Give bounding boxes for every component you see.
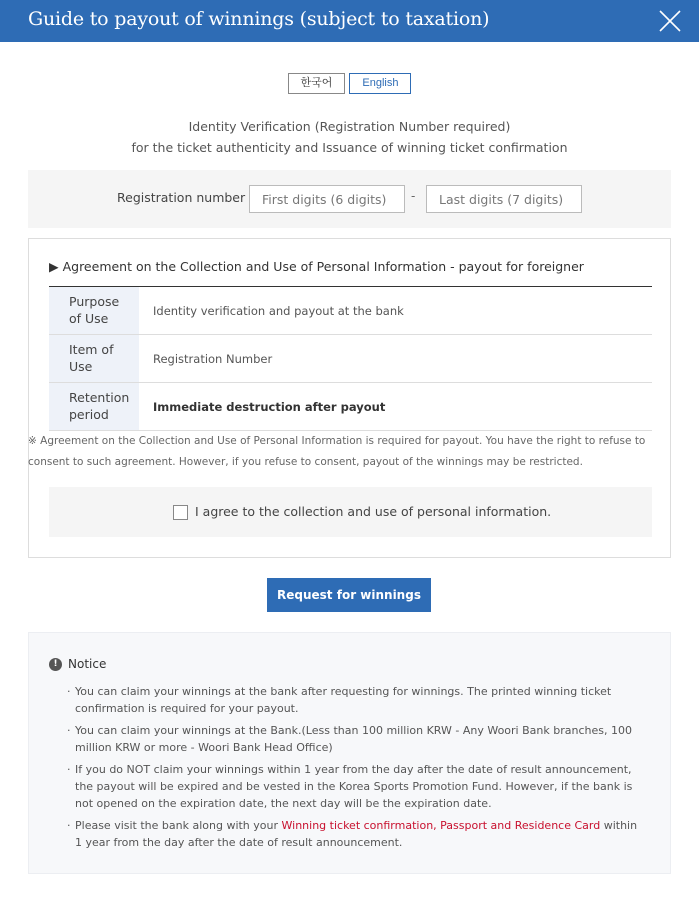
- row-header: [49, 287, 139, 334]
- row-header: [49, 383, 139, 430]
- row-value: Immediate destruction after payout: [153, 399, 386, 414]
- modal-header: [0, 0, 699, 42]
- notice-icon: !: [49, 658, 62, 671]
- notice-highlight: Winning ticket confirmation, Passport and Residence Card: [281, 819, 601, 832]
- registration-last-input[interactable]: [426, 185, 582, 213]
- list-item: [67, 817, 647, 851]
- list-item: · If you do NOT claim your winnings within 1 year from the day after the date of result announcement, the payout will be expired and be vested in the Korea Sports Promotion Fund. However, if the bank is not opened on the expiration date, the next day will be the expiration date.: [67, 761, 647, 812]
- row-header-line: Retention: [69, 390, 130, 405]
- notice-text: Please visit the bank along with your: [75, 819, 282, 832]
- close-button[interactable]: [655, 6, 685, 36]
- registration-first-input[interactable]: [249, 185, 405, 213]
- notice-box: [28, 632, 671, 874]
- table-row: [49, 287, 652, 335]
- intro-text: [0, 116, 699, 158]
- language-korean-button[interactable]: 한국어: [288, 73, 346, 94]
- notice-list: [67, 683, 647, 856]
- registration-box: [28, 170, 671, 228]
- row-value: Identity verification and payout at the bank: [153, 303, 404, 318]
- intro-line-1: Identity Verification (Registration Number required): [188, 119, 511, 134]
- table-row: [49, 335, 652, 383]
- notice-title: [49, 657, 106, 671]
- request-winnings-button[interactable]: Request for winnings: [267, 578, 431, 612]
- consent-label[interactable]: I agree to the collection and use of personal information.: [195, 504, 552, 519]
- row-header-line: Item of: [69, 342, 114, 357]
- row-header-line: Use: [69, 359, 93, 374]
- language-english-button[interactable]: English: [349, 73, 411, 94]
- agreement-heading: ▶ Agreement on the Collection and Use of Personal Information - payout for foreigner: [49, 259, 584, 274]
- table-row: [49, 383, 652, 431]
- registration-label: Registration number: [117, 190, 246, 205]
- consent-area: [49, 487, 652, 537]
- consent-checkbox[interactable]: [173, 505, 188, 520]
- row-value: Registration Number: [153, 351, 273, 366]
- agreement-note-line: ※ Agreement on the Collection and Use of Personal Information is required for payout. You have the right to refuse to: [28, 435, 646, 447]
- row-header-line: period: [69, 407, 109, 422]
- intro-line-2: for the ticket authenticity and Issuance of winning ticket confirmation: [131, 140, 568, 155]
- registration-separator: -: [411, 189, 416, 203]
- page-title: Guide to payout of winnings (subject to taxation): [28, 8, 490, 30]
- agreement-note: [28, 431, 648, 473]
- row-header-line: of Use: [69, 311, 109, 326]
- agreement-table: [49, 286, 652, 431]
- language-switch: [0, 73, 699, 94]
- row-header-line: Purpose: [69, 294, 120, 309]
- list-item: · You can claim your winnings at the bank after requesting for winnings. The printed winning ticket confirmation is required for your payout.: [67, 683, 647, 717]
- close-icon: [655, 6, 685, 36]
- agreement-note-line: consent to such agreement. However, if you refuse to consent, payout of the winnings may be restricted.: [28, 456, 583, 468]
- row-header: [49, 335, 139, 382]
- notice-title-text: Notice: [68, 657, 107, 671]
- notice-text: within 1 year from the day after the date of result announcement.: [75, 819, 638, 849]
- agreement-box: [28, 238, 671, 558]
- list-item: · You can claim your winnings at the Bank.(Less than 100 million KRW - Any Woori Bank branches, 100 million KRW or more - Woori Bank Head Office): [67, 722, 647, 756]
